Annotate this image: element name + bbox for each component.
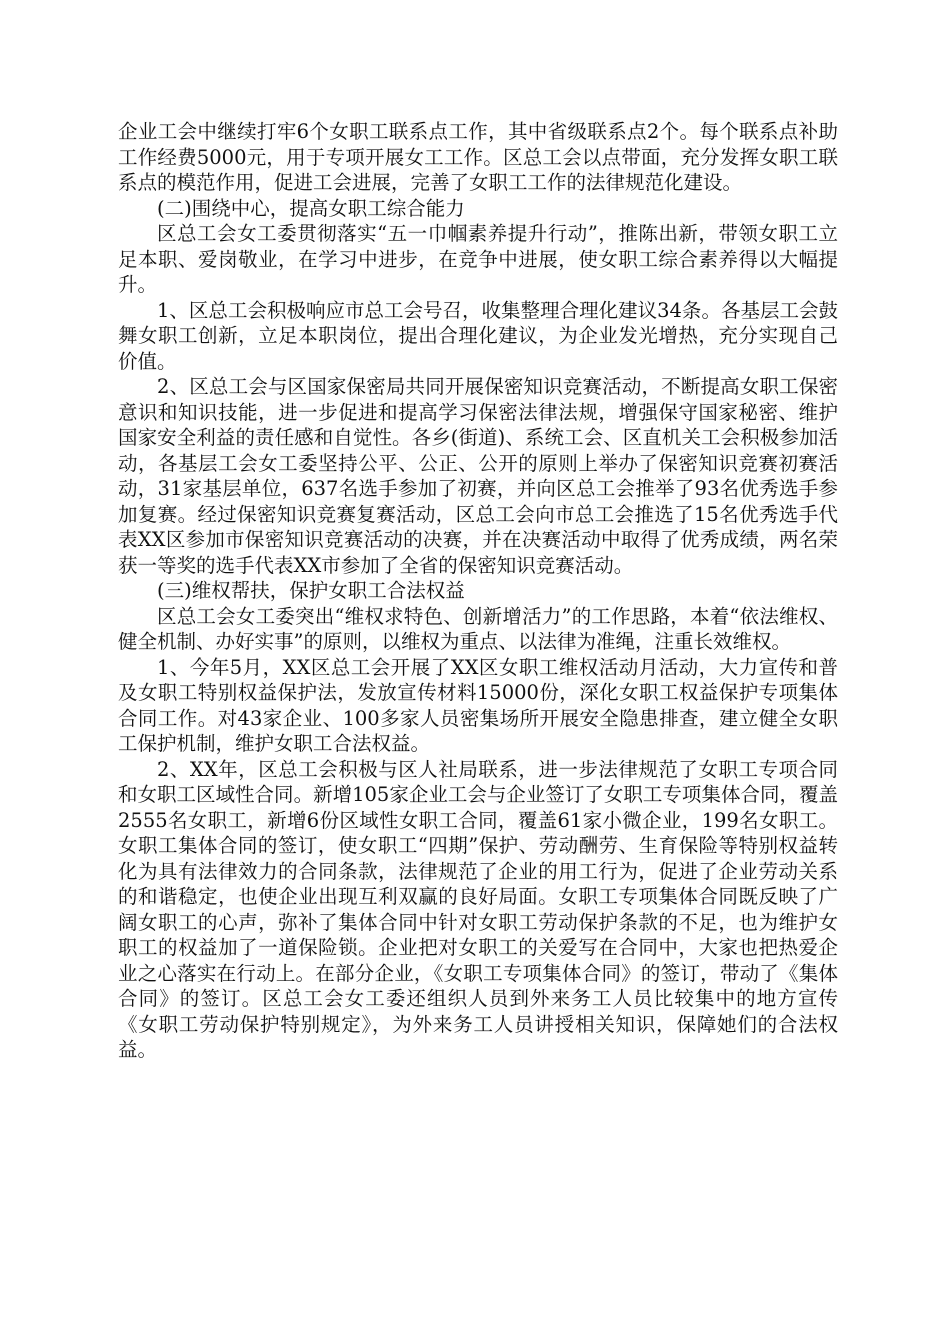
paragraph-section-3-item-2: 2、XX年，区总工会积极与区人社局联系，进一步法律规范了女职工专项合同和女职工区域性合同。新增105家企业工会与企业签订了女职工专项集体合同，覆盖2555名女职工，新增6份区域性女职工合同，覆盖61家小微企业，199名女职工。女职工集体合同的签订，使女职工“四期”保护、劳动酬劳、生育保险等特别权益转化为具有法律效力的合同条款，法律规范了企业的用工行为，促进了企业劳动关系的和谐稳定，也使企业出现互利双赢的良好局面。女职工专项集体合同既反映了广阔女职工的心声，弥补了集体合同中针对女职工劳动保护条款的不足，也为维护女职工的权益加了一道保险锁。企业把对女职工的关爱写在合同中，大家也把热爱企业之心落实在行动上。在部分企业，《女职工专项集体合同》的签订，带动了《集体合同》的签订。区总工会女工委还组织人员到外来务工人员比较集中的地方宣传《女职工劳动保护特别规定》，为外来务工人员讲授相关知识，保障她们的合法权益。 — [118, 757, 838, 1061]
document-page — [118, 119, 838, 1063]
section-heading-3: (三)维权帮扶，保护女职工合法权益 — [157, 579, 465, 602]
paragraph-section-3-item-1: 1、今年5月，XX区总工会开展了XX区女职工维权活动月活动，大力宣传和普及女职工特别权益保护法，发放宣传材料15000份，深化女职工权益保护专项集体合同工作。对43家企业、100多家人员密集场所开展安全隐患排查，建立健全女职工保护机制，维护女职工合法权益。 — [118, 655, 838, 755]
paragraph-section-2-intro: 区总工会女工委贯彻落实“五一巾帼素养提升行动”，推陈出新，带领女职工立足本职、爱岗敬业，在学习中进步，在竞争中进展，使女职工综合素养得以大幅提升。 — [118, 222, 838, 296]
paragraph-section-2-item-1: 1、区总工会积极响应市总工会号召，收集整理合理化建议34条。各基层工会鼓舞女职工创新，立足本职岗位，提出合理化建议，为企业发光增热，充分实现自己价值。 — [118, 298, 838, 373]
paragraph-section-3-intro: 区总工会女工委突出“维权求特色、创新增活力”的工作思路，本着“依法维权、健全机制、办好实事”的原则，以维权为重点、以法律为准绳，注重长效维权。 — [118, 604, 838, 653]
paragraph-liaison-points: 企业工会中继续打牢6个女职工联系点工作，其中省级联系点2个。每个联系点补助工作经费5000元，用于专项开展女工工作。区总工会以点带面，充分发挥女职工联系点的模范作用，促进工会进展，完善了女职工工作的法律规范化建设。 — [118, 120, 838, 194]
section-heading-2: (二)围绕中心，提高女职工综合能力 — [157, 196, 465, 220]
paragraph-section-2-item-2: 2、区总工会与区国家保密局共同开展保密知识竞赛活动，不断提高女职工保密意识和知识技能，进一步促进和提高学习保密法律法规，增强保守国家秘密、维护国家安全利益的责任感和自觉性。各乡(街道)、系统工会、区直机关工会积极参加活动，各基层工会女工委坚持公平、公正、公开的原则上举办了保密知识竞赛初赛活动，31家基层单位，637名选手参加了初赛，并向区总工会推举了93名优秀选手参加复赛。经过保密知识竞赛复赛活动，区总工会向市总工会推选了15名优秀选手代表XX区参加市保密知识竞赛活动的决赛，并在决赛活动中取得了优秀成绩，两名荣获一等奖的选手代表XX市参加了全省的保密知识竞赛活动。 — [118, 375, 838, 577]
